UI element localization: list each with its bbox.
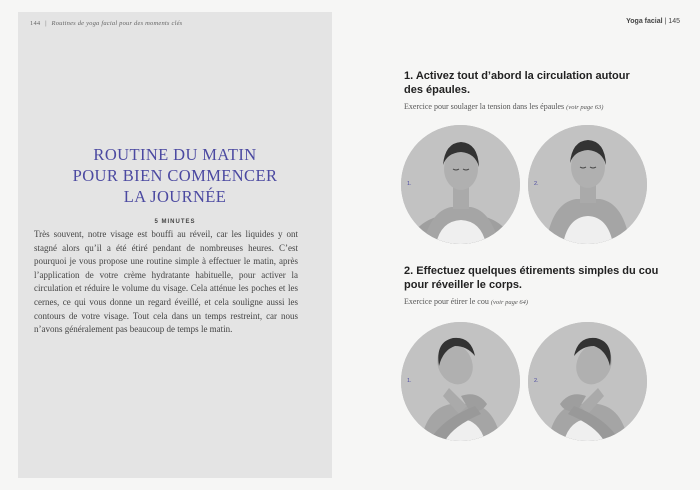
step-1-title (404, 70, 664, 97)
section-title: Routines de yoga facial pour des moments clés (51, 20, 183, 27)
right-running-header (626, 18, 680, 25)
book-title: Yoga facial (626, 18, 663, 25)
step-title-line: 2. Effectuez quelques étirements simples du cou (404, 265, 659, 277)
right-header-separator: | (664, 18, 667, 25)
step-title-line: des épaules. (404, 83, 471, 96)
step-title-line: 1. Activez tout d’abord la circulation autour (404, 70, 630, 82)
step-1-subtitle-text: Exercice pour soulager la tension dans les épaules (404, 102, 565, 111)
photo-label: 1. (407, 378, 412, 384)
routine-title-line: POUR BIEN COMMENCER (72, 166, 278, 185)
left-header-separator: | (45, 20, 47, 27)
step-2-page-ref: (voir page 64) (490, 299, 529, 306)
routine-body-text: Très souvent, notre visage est bouffi au réveil, car les liquides y ont stagné alors qu’il a été étiré pendant de nombreuses heures. C’est pourquoi je vous propose une routine simple à effectuer le matin, après l’application de votre crème hydratante habituelle, pour activer la circulation et réduire le volume du visage. Cela atténue les poches et les cernes, ce qui vous donne un regard éveillé, et cela souligne aussi les contours de votre visage. Tout cela dans un temps restreint, car nous n’avons généralement pas beaucoup de temps le matin. (34, 229, 298, 335)
routine-title-line: LA JOURNÉE (123, 187, 227, 206)
step-2-title (404, 265, 664, 292)
step-1-photo-1 (401, 125, 520, 244)
step-2-photo-1 (401, 322, 520, 441)
photo-label: 2. (534, 378, 539, 384)
left-running-header (30, 20, 182, 27)
photo-label: 2. (534, 181, 539, 187)
step-1-subtitle (404, 102, 684, 111)
step-2-photo-2 (528, 322, 647, 441)
right-page-number: 145 (668, 18, 680, 25)
step-1-photo-2 (528, 125, 647, 244)
left-page-number: 144 (30, 20, 41, 27)
photo-label: 1. (407, 181, 412, 187)
routine-title (18, 144, 332, 207)
duration-label: 5 MINUTES (154, 219, 196, 225)
step-2-subtitle (404, 297, 684, 306)
routine-title-line: ROUTINE DU MATIN (93, 145, 257, 164)
step-title-line: pour réveiller le corps. (404, 278, 522, 291)
step-2-subtitle-text: Exercice pour étirer le cou (404, 297, 489, 306)
step-1-page-ref: (voir page 63) (566, 104, 604, 111)
